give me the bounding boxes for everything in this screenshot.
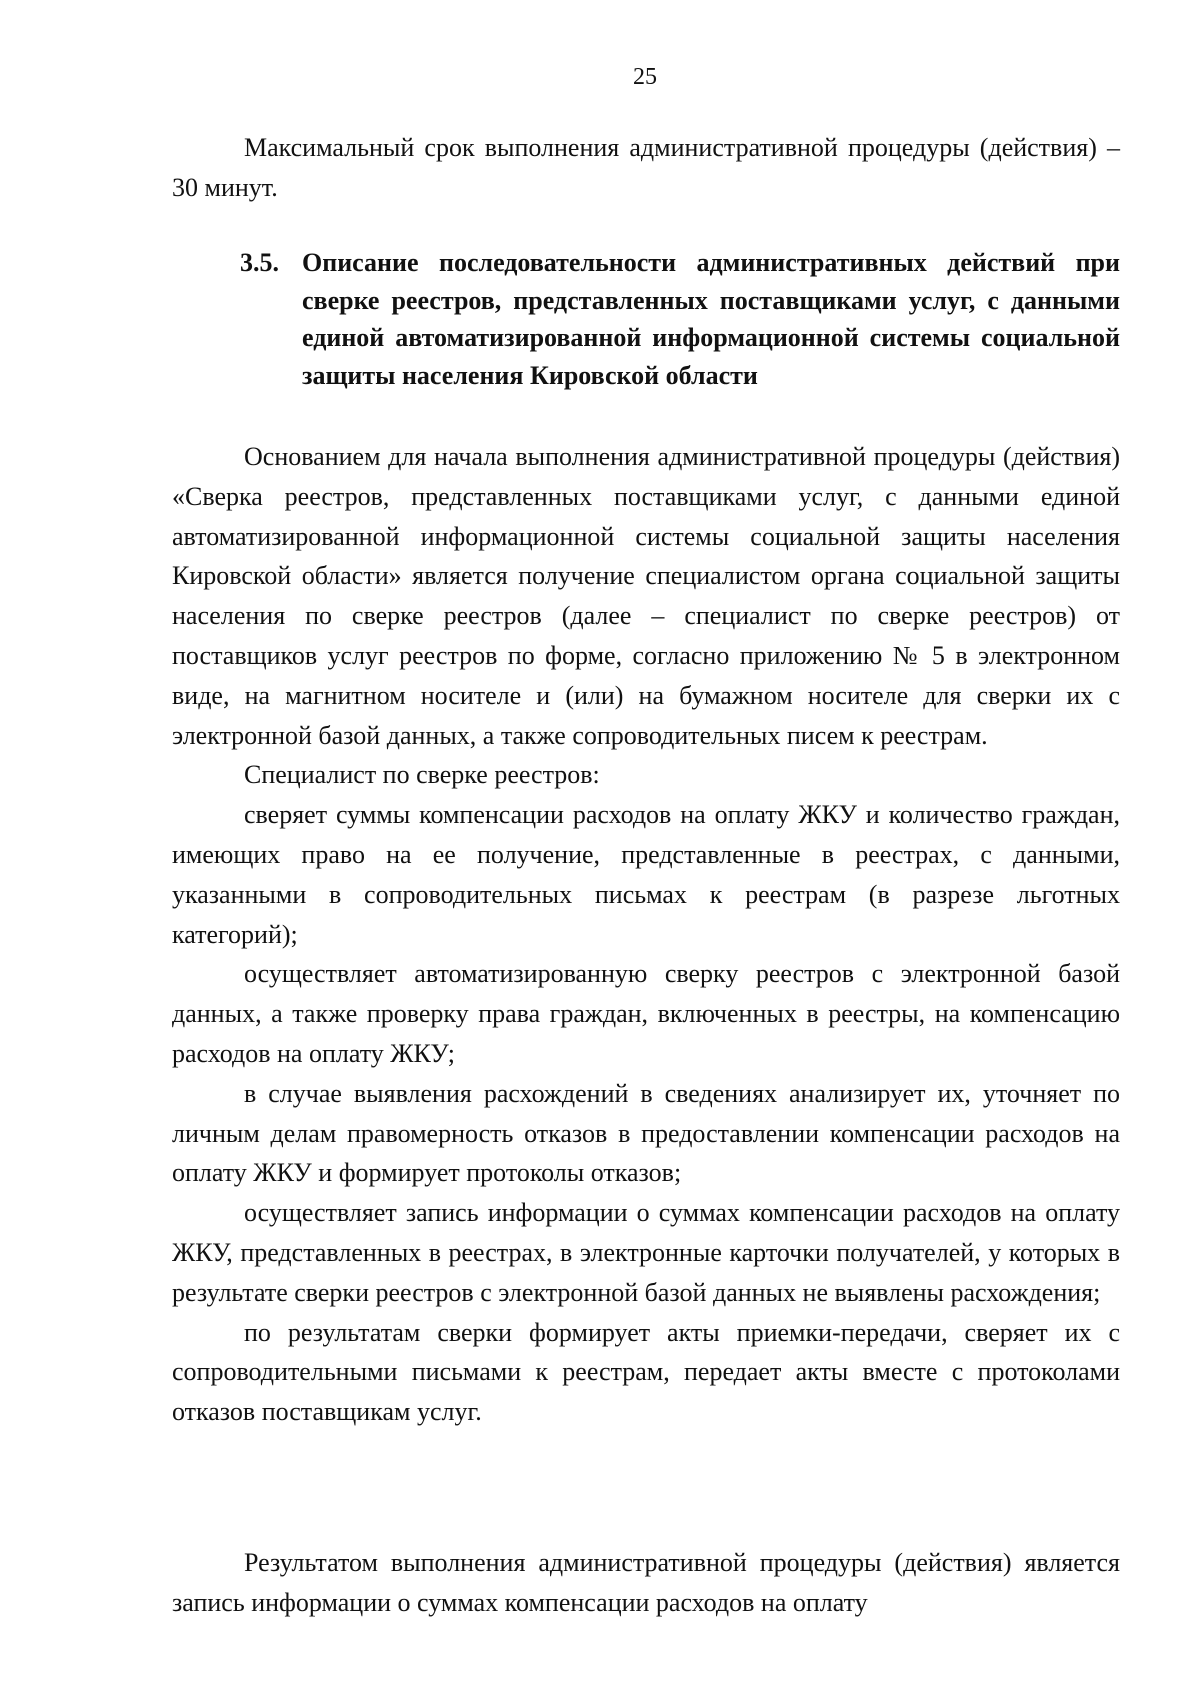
body-block: [172, 437, 1120, 1432]
body-paragraph: по результатам сверки формирует акты приемки-передачи, сверяет их с сопроводительными письмами к реестрам, передает акты вместе с протоколами отказов поставщикам услуг.: [172, 1317, 1120, 1427]
result-block: [172, 1543, 1120, 1623]
body-paragraph: Основанием для начала выполнения административной процедуры (действия) «Сверка реестров, представленных поставщиками услуг, с данными единой автоматизированной информационной системы социальной защиты населения Кировской области» является получение специалистом органа социальной защиты населения по сверке реестров (далее – специалист по сверке реестров) от поставщиков услуг реестров по форме, согласно приложению № 5 в электронном виде, на магнитном носителе и (или) на бумажном носителе для сверки их с электронной базой данных, а также сопроводительных писем к реестрам.: [172, 442, 1120, 750]
section-title: Описание последовательности административных действий при сверке реестров, представленных поставщиками услуг, с данными единой автоматизированной информационной системы социальной защиты населения Кировской области: [302, 248, 1120, 390]
result-paragraph: Результатом выполнения административной процедуры (действия) является запись информации о суммах компенсации расходов на оплату: [172, 1548, 1120, 1617]
body-paragraph: Специалист по сверке реестров:: [244, 760, 600, 790]
body-paragraph: сверяет суммы компенсации расходов на оплату ЖКУ и количество граждан, имеющих право на ее получение, представленные в реестрах, с данными, указанными в сопроводительных письмах к реестрам (в разрезе льготных категорий);: [172, 800, 1120, 949]
body-paragraph: в случае выявления расхождений в сведениях анализирует их, уточняет по личным делам правомерность отказов в предоставлении компенсации расходов на оплату ЖКУ и формирует протоколы отказов;: [172, 1078, 1120, 1188]
section-heading: [240, 244, 1120, 394]
section-number: 3.5.: [240, 248, 279, 277]
intro-block: [172, 128, 1120, 208]
intro-paragraph: Максимальный срок выполнения административной процедуры (действия) – 30 минут.: [172, 133, 1120, 202]
body-paragraph: осуществляет автоматизированную сверку реестров с электронной базой данных, а также проверку права граждан, включенных в реестры, на компенсацию расходов на оплату ЖКУ;: [172, 959, 1120, 1068]
page-number: 25: [633, 64, 657, 90]
body-paragraph: осуществляет запись информации о суммах компенсации расходов на оплату ЖКУ, представленных в реестрах, в электронные карточки получателей, у которых в результате сверки реестров с электронной базой данных не выявлены расхождения;: [172, 1198, 1120, 1307]
